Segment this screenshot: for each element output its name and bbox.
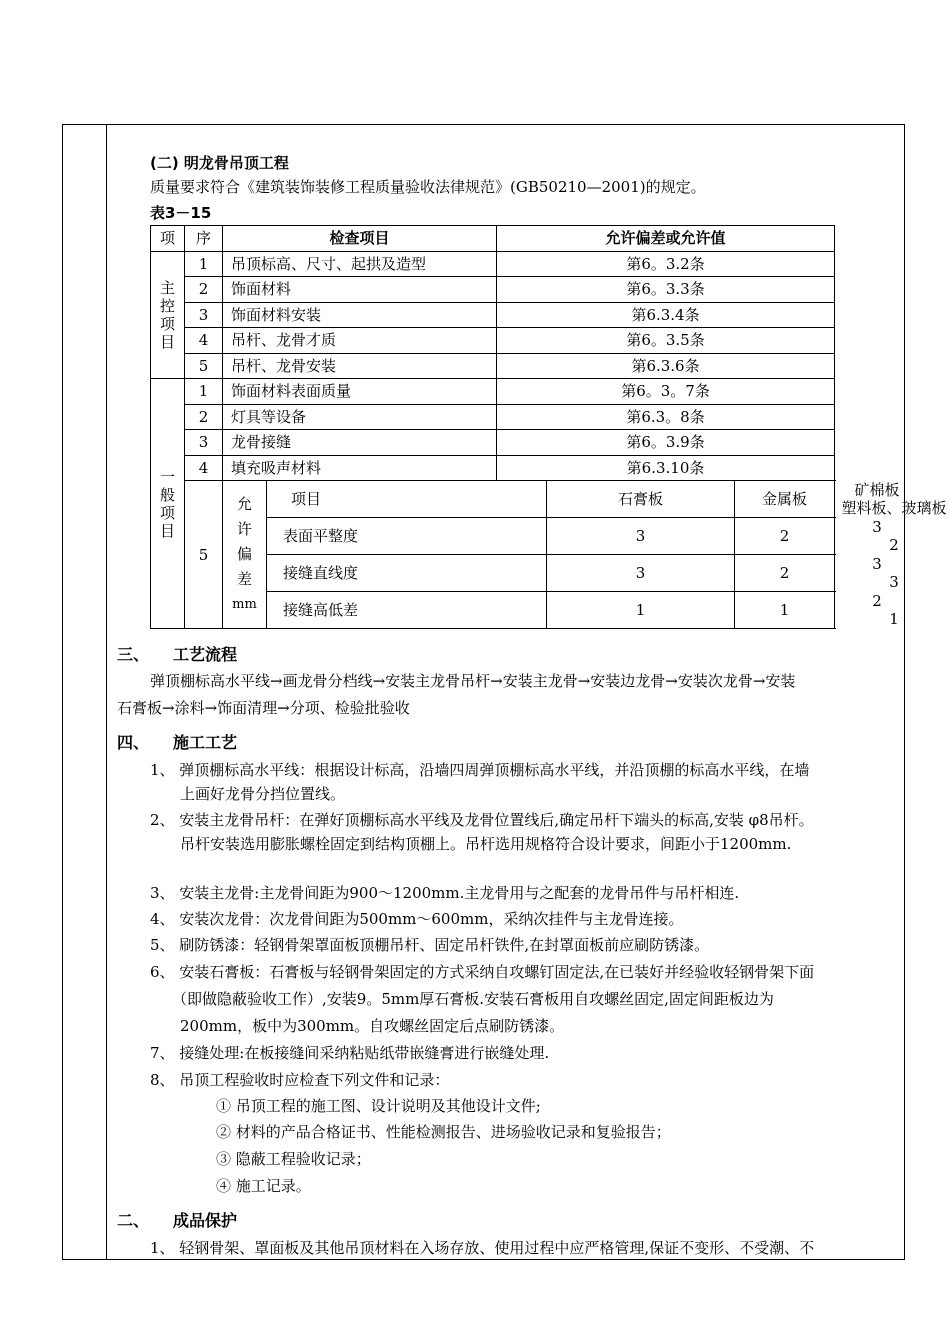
- row-item: 吊杆、龙骨才质: [223, 328, 497, 354]
- step-text: 7、 接缝处理:在板接缝间采纳粘贴纸带嵌缝膏进行嵌缝处理.: [150, 1044, 550, 1062]
- process-line: 石膏板→涂料→饰面清理→分项、检验批验收: [117, 699, 410, 717]
- deviation-value: 2: [735, 518, 835, 555]
- section-heading: 成品保护: [173, 1211, 238, 1230]
- row-value: 第6.3.10条: [497, 455, 835, 481]
- deviation-value: 2: [735, 555, 835, 592]
- step-text: 5、 刷防锈漆：轻钢骨架罩面板顶棚吊杆、固定吊杆铁件,在封罩面板前应刷防锈漆。: [150, 936, 710, 954]
- section-number: 四、: [117, 733, 150, 752]
- step-text: 200mm，板中为300mm。自攻螺丝固定后点刷防锈漆。: [180, 1017, 565, 1035]
- table-row: 接缝高低差 1 1 21: [151, 592, 835, 629]
- main-group-label: 主 控 项 目: [151, 251, 185, 379]
- inspection-table: [150, 225, 947, 629]
- step-text: 吊杆安装选用膨胀螺栓固定到结构顶棚上。吊杆选用规格符合设计要求，间距小于1200mm.: [180, 835, 792, 853]
- row-item: 灯具等设备: [223, 404, 497, 430]
- section-heading: 工艺流程: [173, 645, 238, 664]
- row-no: 3: [185, 430, 223, 456]
- doc-list-item: ② 材料的产品合格证书、性能检测报告、进场验收记录和复验报告；: [216, 1123, 671, 1141]
- row-no: 3: [185, 302, 223, 328]
- process-line: 弹顶棚标高水平线→画龙骨分档线→安装主龙骨吊杆→安装主龙骨→安装边龙骨→安装次龙骨→安装: [150, 672, 796, 690]
- deviation-item: 接缝直线度: [267, 555, 547, 592]
- header-no: 序: [185, 226, 223, 252]
- deviation-label: 允 许 偏 差 mm: [223, 481, 267, 629]
- doc-list-item: ③ 隐蔽工程验收记录；: [216, 1150, 371, 1168]
- left-column-divider: [106, 124, 107, 1260]
- table-row: [151, 277, 835, 303]
- row-value: 第6。3.3条: [497, 277, 835, 303]
- row-value: 第6。3.2条: [497, 251, 835, 277]
- row-item: 饰面材料安装: [223, 302, 497, 328]
- step-text: 2、 安装主龙骨吊杆：在弹好顶棚标高水平线及龙骨位置线后,确定吊杆下端头的标高,安装 φ8吊杆。: [150, 811, 814, 829]
- table-row: [151, 379, 835, 405]
- table-row: [151, 455, 835, 481]
- row-no: 4: [185, 455, 223, 481]
- row-no: 5: [185, 481, 223, 629]
- protection-text: 1、 轻钢骨架、罩面板及其他吊顶材料在入场存放、使用过程中应严格管理,保证不变形、不受潮、不: [150, 1239, 815, 1257]
- step-text: 1、 弹顶棚标高水平线：根据设计标高，沿墙四周弹顶棚标高水平线，并沿顶棚的标高水平线，在墙: [150, 761, 810, 779]
- table-row: [151, 430, 835, 456]
- row-no: 2: [185, 404, 223, 430]
- table-row: [151, 328, 835, 354]
- table-row: [151, 302, 835, 328]
- doc-list-item: ① 吊顶工程的施工图、设计说明及其他设计文件;: [216, 1097, 541, 1115]
- table-row: [151, 404, 835, 430]
- row-value: 第6.3。8条: [497, 404, 835, 430]
- row-item: 饰面材料表面质量: [223, 379, 497, 405]
- row-item: 填充吸声材料: [223, 455, 497, 481]
- section-number: 二、: [117, 1211, 150, 1230]
- doc-list-item: ④ 施工记录。: [216, 1177, 311, 1195]
- deviation-header: 石膏板: [547, 481, 735, 518]
- header-value: 允许偏差或允许值: [497, 226, 835, 252]
- deviation-item: 表面平整度: [267, 518, 547, 555]
- deviation-header-row: 5 允 许 偏 差 mm 项目 石膏板 金属板 矿棉板塑料板、玻璃板: [151, 481, 835, 518]
- row-no: 1: [185, 251, 223, 277]
- quality-note: 质量要求符合《建筑装饰装修工程质量验收法律规范》(GB50210—2001)的规定。: [150, 178, 706, 196]
- table-row: [151, 251, 835, 277]
- step-text: 6、 安装石膏板：石膏板与轻钢骨架固定的方式采纳自攻螺钉固定法,在已装好并经验收轻钢骨架下面: [150, 963, 815, 981]
- row-value: 第6。3。7条: [497, 379, 835, 405]
- deviation-value: 1: [735, 592, 835, 629]
- row-item: 吊顶标高、尺寸、起拱及造型: [223, 251, 497, 277]
- deviation-header: 金属板: [735, 481, 835, 518]
- deviation-item: 接缝高低差: [267, 592, 547, 629]
- row-no: 2: [185, 277, 223, 303]
- section-number: 三、: [117, 645, 150, 664]
- deviation-header: 项目: [267, 481, 547, 518]
- row-item: 饰面材料: [223, 277, 497, 303]
- general-group-label: 一 般 项 目: [151, 379, 185, 629]
- section-title: (二) 明龙骨吊顶工程: [150, 154, 289, 172]
- step-text: 4、 安装次龙骨：次龙骨间距为500mm～600mm，采纳次挂件与主龙骨连接。: [150, 910, 684, 928]
- row-value: 第6。3.5条: [497, 328, 835, 354]
- row-no: 4: [185, 328, 223, 354]
- step-text: 上画好龙骨分挡位置线。: [180, 785, 346, 803]
- table-header-row: [151, 226, 835, 252]
- header-category: 项: [151, 226, 185, 252]
- table-row: 接缝直线度 3 2 33: [151, 555, 835, 592]
- step-text: 8、 吊顶工程验收时应检查下列文件和记录：: [150, 1071, 450, 1089]
- step-text: 3、 安装主龙骨:主龙骨间距为900～1200mm.主龙骨用与之配套的龙骨吊件与吊杆相连.: [150, 884, 740, 902]
- section-heading: 施工工艺: [173, 733, 238, 752]
- table-row: [151, 353, 835, 379]
- row-no: 5: [185, 353, 223, 379]
- header-item: 检查项目: [223, 226, 497, 252]
- row-value: 第6.3.4条: [497, 302, 835, 328]
- row-item: 龙骨接缝: [223, 430, 497, 456]
- deviation-value: 3: [547, 555, 735, 592]
- table-label: 表3－15: [150, 204, 212, 222]
- row-value: 第6。3.9条: [497, 430, 835, 456]
- step-text: （即做隐蔽验收工作）,安装9。5mm厚石膏板.安装石膏板用自攻螺丝固定,固定间距板边为: [172, 990, 774, 1008]
- deviation-value: 3: [547, 518, 735, 555]
- row-no: 1: [185, 379, 223, 405]
- row-value: 第6.3.6条: [497, 353, 835, 379]
- row-item: 吊杆、龙骨安装: [223, 353, 497, 379]
- table-row: 表面平整度 3 2 32: [151, 518, 835, 555]
- deviation-value: 1: [547, 592, 735, 629]
